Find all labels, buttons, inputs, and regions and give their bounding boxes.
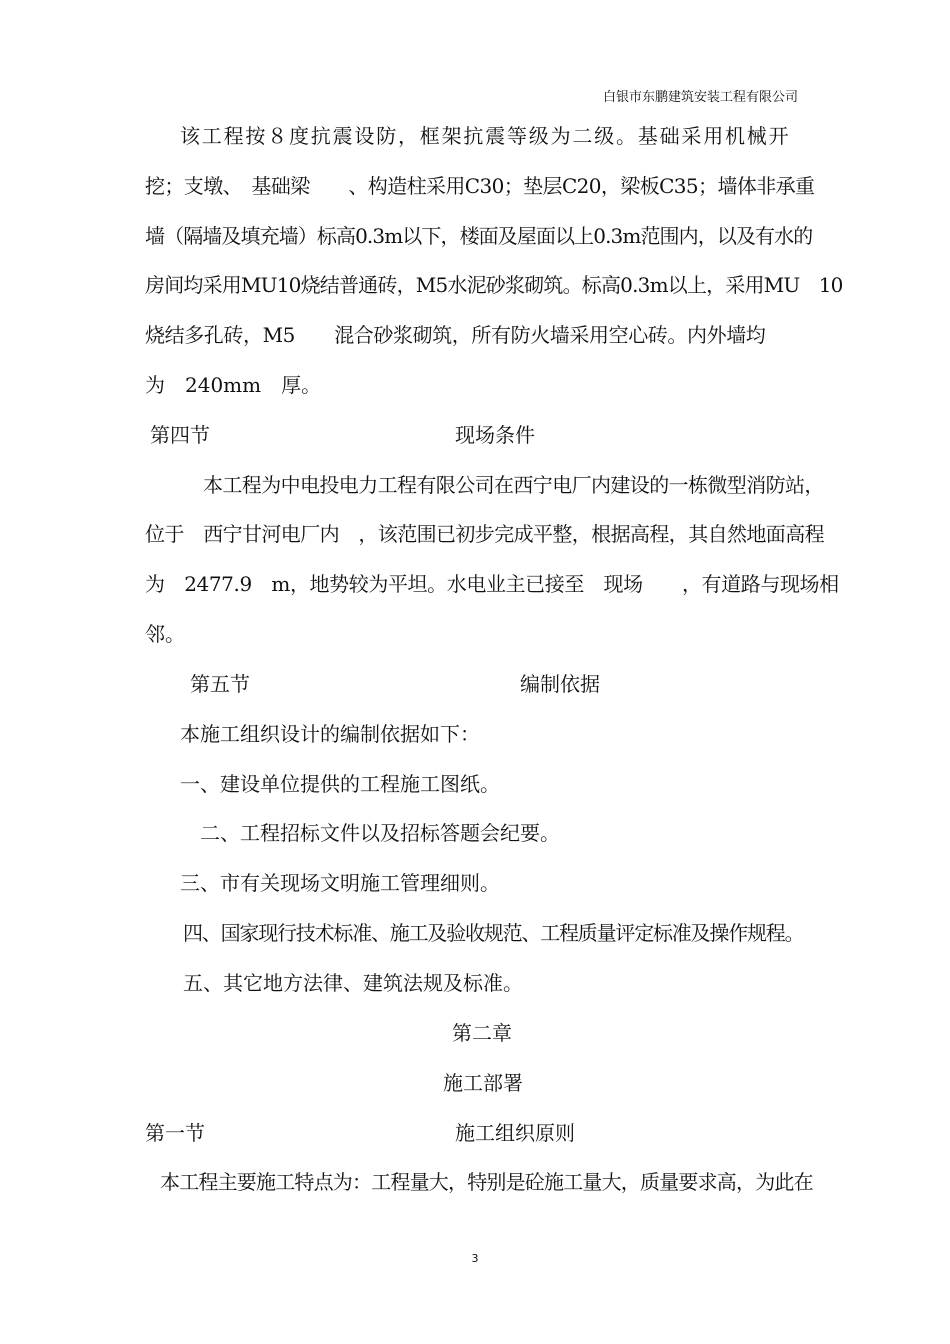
body-line: 本施工组织设计的编制依据如下：	[180, 722, 480, 746]
body-line: 邻。	[145, 622, 185, 646]
body-line: 位于 西宁甘河电厂内 ，该范围已初步完成平整，根据高程，其自然地面高程	[145, 522, 824, 546]
list-item: 五、其它地方法律、建筑法规及标准。	[183, 971, 523, 995]
chapter-title: 施工部署	[443, 1071, 523, 1095]
body-line: 为 2477.9 m，地势较为平坦。水电业主已接至 现场 ，有道路与现场相	[145, 572, 839, 596]
section-number: 第一节	[145, 1121, 205, 1145]
body-line: 本工程为中电投电力工程有限公司在西宁电厂内建设的一栋微型消防站，	[203, 473, 824, 497]
body-line: 本工程主要施工特点为：工程量大，特别是砼施工量大，质量要求高，为此在	[160, 1170, 813, 1194]
section-number: 第五节	[190, 672, 250, 696]
section-title: 施工组织原则	[455, 1121, 575, 1145]
list-item: 一、建设单位提供的工程施工图纸。	[180, 772, 500, 796]
company-header: 白银市东鹏建筑安装工程有限公司	[602, 90, 798, 105]
list-item: 三、市有关现场文明施工管理细则。	[180, 871, 500, 895]
body-line: 墙（隔墙及填充墙）标高0.3m以下，楼面及屋面以上0.3m范围内，以及有水的	[145, 224, 813, 248]
body-line: 挖；支墩、 基础梁 、构造柱采用C30；垫层C20，梁板C35；墙体非承重	[145, 174, 815, 198]
section-title: 编制依据	[520, 672, 600, 696]
body-line: 烧结多孔砖，M5 混合砂浆砌筑，所有防火墙采用空心砖。内外墙均	[145, 323, 766, 347]
page-number: 3	[471, 1252, 479, 1265]
list-item: 四、国家现行技术标准、施工及验收规范、工程质量评定标准及操作规程。	[183, 921, 804, 945]
body-line: 房间均采用MU10烧结普通砖，M5水泥砂浆砌筑。标高0.3m以上，采用MU 10	[145, 273, 843, 297]
section-number: 第四节	[150, 423, 210, 447]
chapter-number: 第二章	[452, 1021, 512, 1045]
body-line: 该工程按８度抗震设防，框架抗震等级为二级。基础采用机械开	[180, 124, 791, 148]
list-item: 二、工程招标文件以及招标答题会纪要。	[200, 821, 560, 845]
section-title: 现场条件	[455, 423, 535, 447]
body-line: 为 240mm 厚。	[145, 373, 322, 397]
